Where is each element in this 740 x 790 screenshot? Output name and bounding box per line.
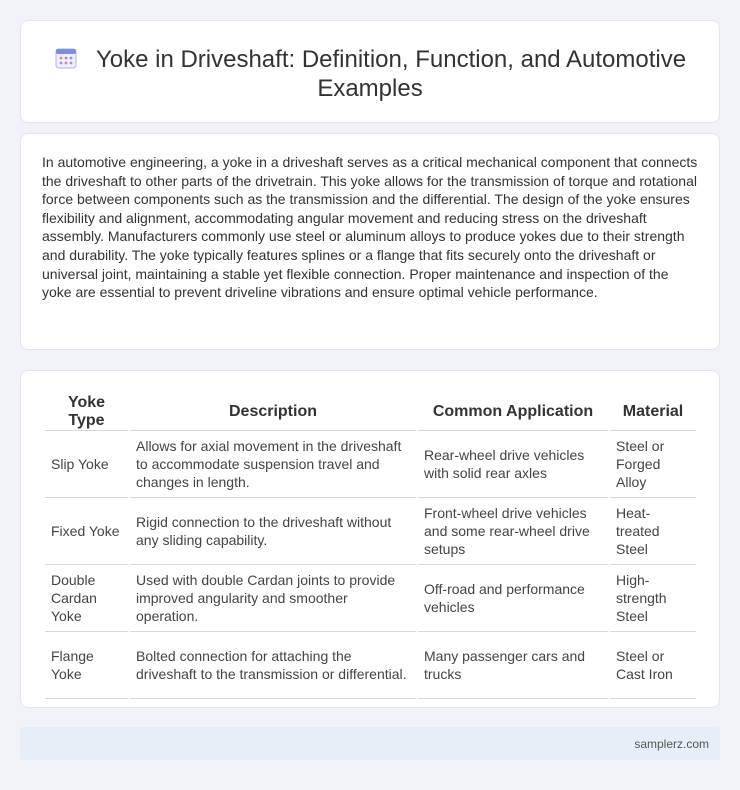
- intro-card: [20, 133, 720, 350]
- page-title: [21, 45, 719, 103]
- cell-application: Many passenger cars and trucks: [418, 632, 608, 699]
- title-card: [20, 20, 720, 123]
- header-yoke-type: Yoke Type: [45, 392, 128, 431]
- cell-description: Rigid connection to the driveshaft without any sliding capability.: [130, 498, 416, 565]
- header-common-application: Common Application: [418, 392, 608, 431]
- cell-material: Heat-treated Steel: [610, 498, 696, 565]
- page-title-text: Yoke in Driveshaft: Definition, Function, and Automotive Examples: [95, 46, 687, 102]
- cell-yoke-type: Fixed Yoke: [45, 498, 128, 565]
- table-row: [45, 632, 696, 699]
- table-card: [20, 370, 720, 708]
- cell-application: Off-road and performance vehicles: [418, 565, 608, 632]
- yoke-types-table: [43, 392, 698, 699]
- table-row: [45, 431, 696, 498]
- cell-application: Front-wheel drive vehicles and some rear-wheel drive setups: [418, 498, 608, 565]
- cell-description: Bolted connection for attaching the driveshaft to the transmission or differential.: [130, 632, 416, 699]
- header-description: Description: [130, 392, 416, 431]
- table-row: [45, 498, 696, 565]
- calendar-grid-icon: [54, 46, 78, 70]
- cell-material: Steel or Forged Alloy: [610, 431, 696, 498]
- cell-yoke-type: Slip Yoke: [45, 431, 128, 498]
- header-material: Material: [610, 392, 696, 431]
- cell-yoke-type: Flange Yoke: [45, 632, 128, 699]
- table-row: [45, 565, 696, 632]
- table-header-row: [45, 392, 696, 431]
- cell-yoke-type: Double Cardan Yoke: [45, 565, 128, 632]
- footer-site-link[interactable]: samplerz.com: [634, 737, 709, 751]
- cell-description: Used with double Cardan joints to provide improved angularity and smoother operation.: [130, 565, 416, 632]
- cell-material: High-strength Steel: [610, 565, 696, 632]
- intro-paragraph: In automotive engineering, a yoke in a driveshaft serves as a critical mechanical component that connects the driveshaft to other parts of the drivetrain. This yoke allows for the transmission of torque and rotational force between components such as the transmission and the differential. The design of the yoke ensures flexibility and alignment, accommodating angular movement and reducing stress on the driveshaft assembly. Manufacturers commonly use steel or aluminum alloys to produce yokes due to their strength and durability. The yoke typically features splines or a flange that fits securely onto the driveshaft or universal joint, maintaining a stable yet flexible connection. Proper maintenance and inspection of the yoke are essential to prevent driveline vibrations and ensure optimal vehicle performance.: [42, 154, 698, 301]
- footer: [20, 727, 720, 760]
- cell-application: Rear-wheel drive vehicles with solid rear axles: [418, 431, 608, 498]
- cell-material: Steel or Cast Iron: [610, 632, 696, 699]
- cell-description: Allows for axial movement in the driveshaft to accommodate suspension travel and changes in length.: [130, 431, 416, 498]
